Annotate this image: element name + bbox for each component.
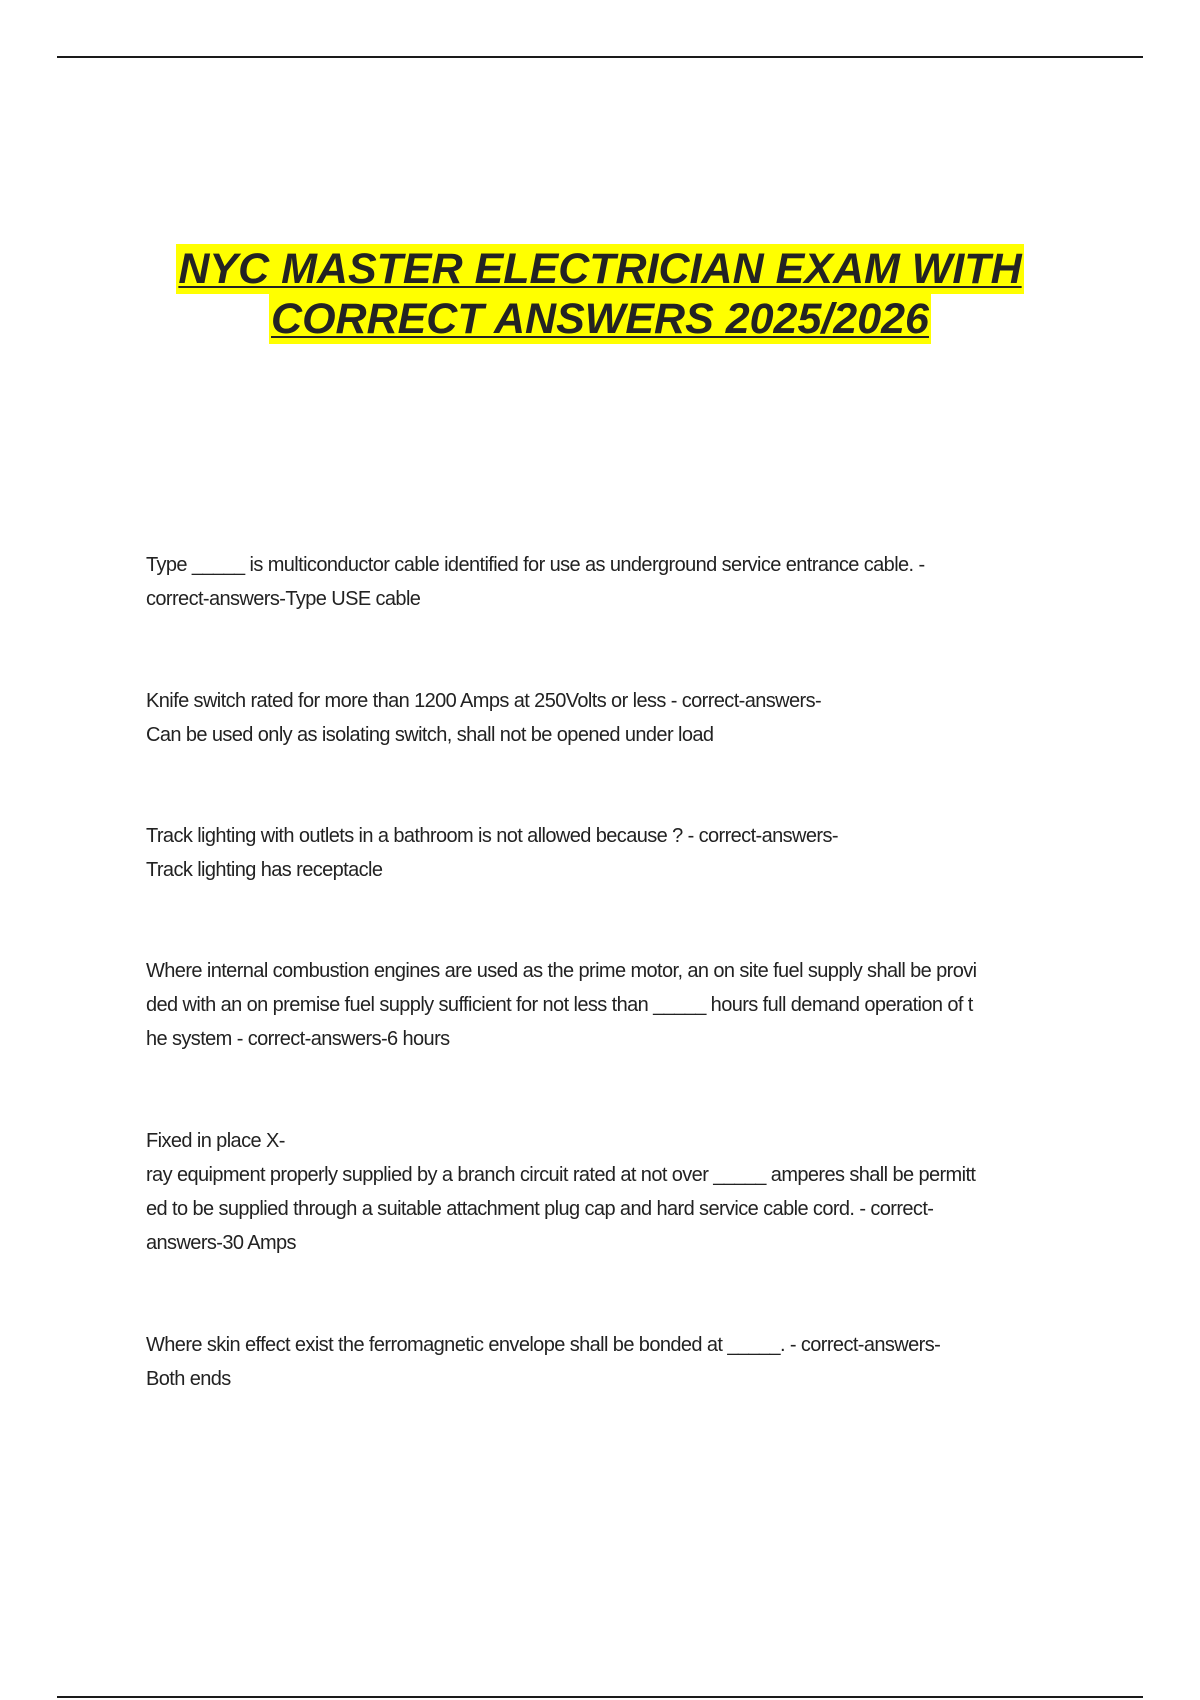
- title-line-1: NYC MASTER ELECTRICIAN EXAM WITH: [178, 245, 1022, 293]
- title-line-2: CORRECT ANSWERS 2025/2026: [271, 295, 929, 343]
- top-rule: [57, 56, 1143, 58]
- document-title: [0, 244, 1200, 344]
- qa-item-5: Fixed in place X- ray equipment properly supplied by a branch circuit rated at not over _____ amperes shall be permitt ed to be supplied through a suitable attachment plug cap and hard service cable cord. - correct- answers-30 Amps: [146, 1130, 976, 1254]
- bottom-rule: [57, 1696, 1143, 1698]
- qa-item-3: Track lighting with outlets in a bathroom is not allowed because ? - correct-answers- Track lighting has receptacle: [146, 825, 838, 881]
- qa-item-4: Where internal combustion engines are used as the prime motor, an on site fuel supply shall be provi ded with an on premise fuel supply sufficient for not less than _____ hours full demand operation of t he system - correct-answers-6 hours: [146, 960, 977, 1050]
- qa-item-2: Knife switch rated for more than 1200 Amps at 250Volts or less - correct-answers- Can be used only as isolating switch, shall not be opened under load: [146, 690, 822, 746]
- qa-item-6: Where skin effect exist the ferromagnetic envelope shall be bonded at _____. - correct-answers- Both ends: [146, 1334, 941, 1390]
- qa-item-1: Type _____ is multiconductor cable identified for use as underground service entrance cable. - correct-answers-Type USE cable: [146, 554, 925, 610]
